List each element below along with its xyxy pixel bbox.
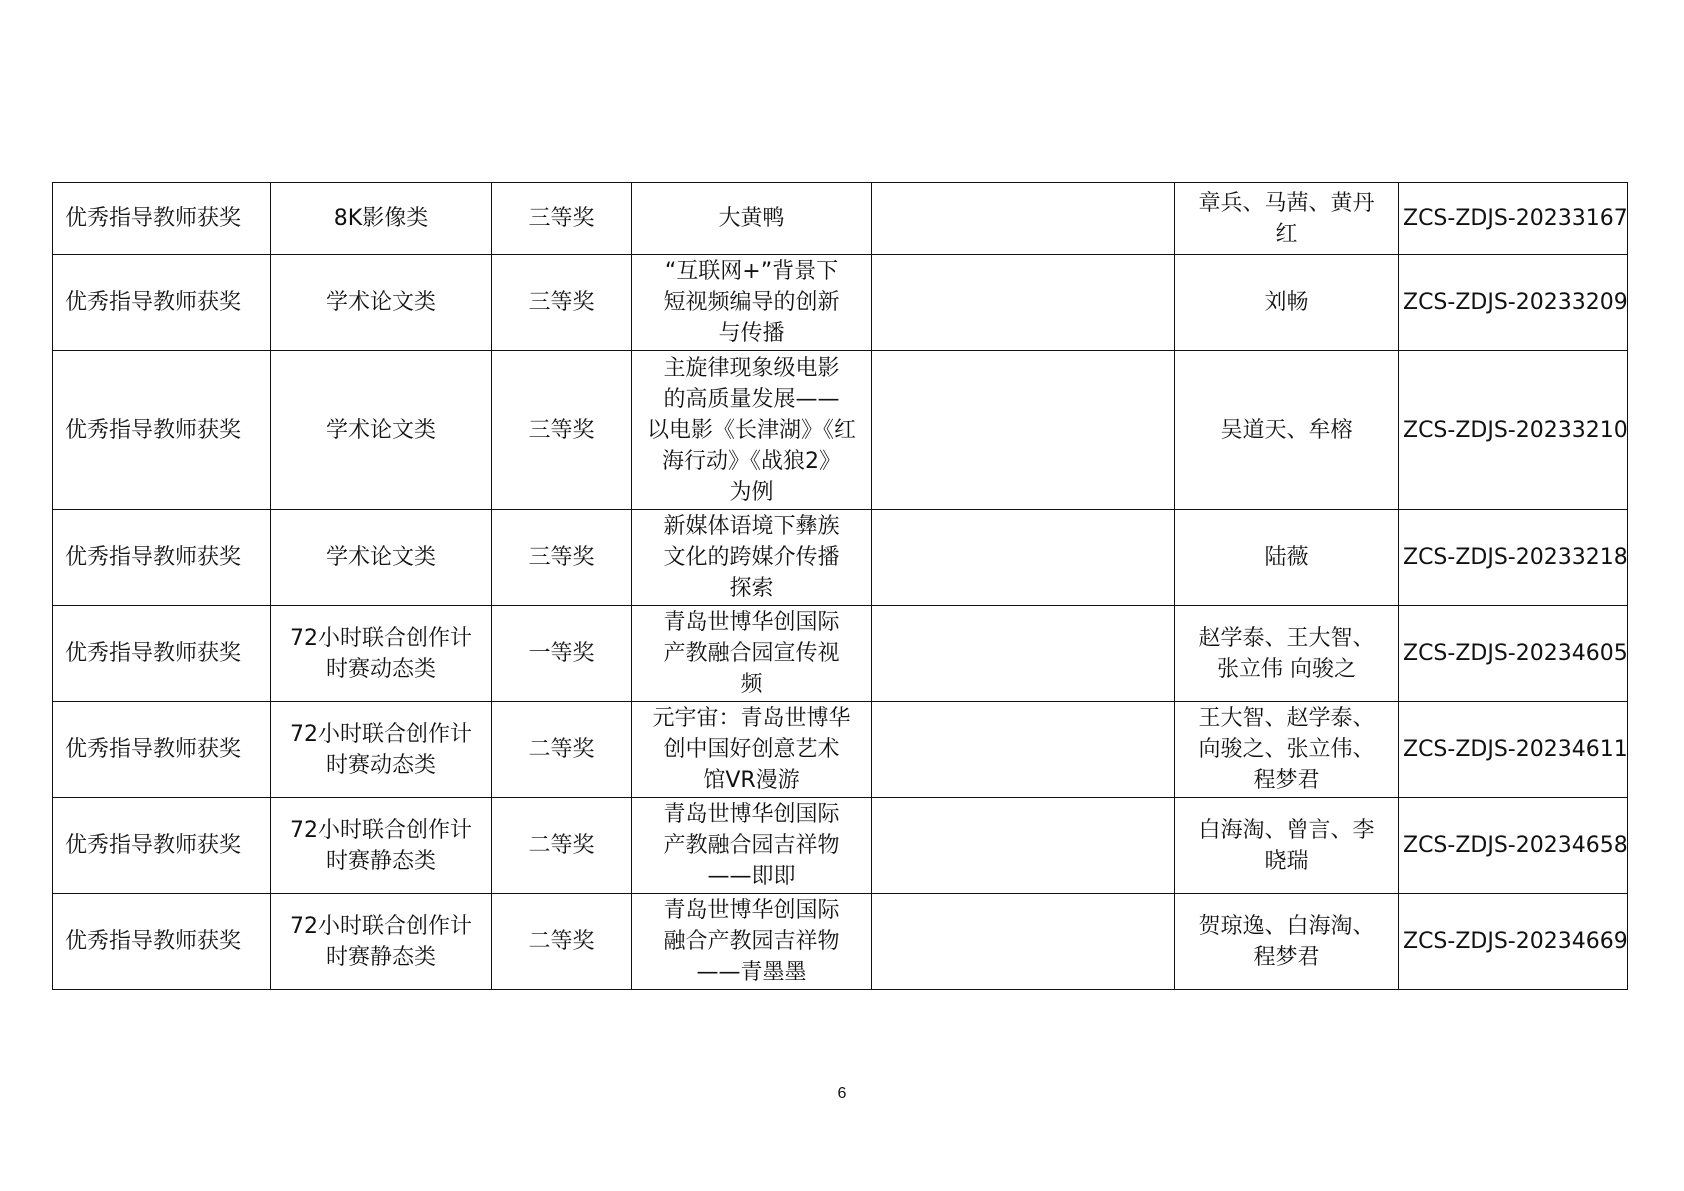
type-cell: 72小时联合创作计 时赛静态类 [271,894,492,990]
teachers-cell: 章兵、马茜、黄丹 红 [1175,183,1399,255]
work-cell: 青岛世博华创国际 融合产教园吉祥物 ——青墨墨 [632,894,872,990]
blank-cell [872,606,1175,702]
code-cell: ZCS-ZDJS-20233218 [1399,510,1628,606]
work-cell: 主旋律现象级电影 的高质量发展—— 以电影《长津湖》《红 海行动》《战狼2》 为例 [632,351,872,510]
category-cell: 优秀指导教师获奖 [53,255,271,351]
work-cell: 大黄鸭 [632,183,872,255]
teachers-cell: 赵学泰、王大智、 张立伟 向骏之 [1175,606,1399,702]
awards-table-body [53,183,1628,990]
table-row [53,798,1628,894]
code-cell: ZCS-ZDJS-20233167 [1399,183,1628,255]
code-cell: ZCS-ZDJS-20233209 [1399,255,1628,351]
blank-cell [872,183,1175,255]
table-row [53,183,1628,255]
table-row [53,510,1628,606]
blank-cell [872,351,1175,510]
type-cell: 72小时联合创作计 时赛动态类 [271,702,492,798]
code-cell: ZCS-ZDJS-20233210 [1399,351,1628,510]
blank-cell [872,702,1175,798]
award-cell: 二等奖 [492,798,632,894]
table-row [53,702,1628,798]
category-cell: 优秀指导教师获奖 [53,894,271,990]
work-cell: “互联网+”背景下 短视频编导的创新 与传播 [632,255,872,351]
code-cell: ZCS-ZDJS-20234605 [1399,606,1628,702]
award-cell: 三等奖 [492,351,632,510]
type-cell: 学术论文类 [271,255,492,351]
teachers-cell: 吴道天、牟榕 [1175,351,1399,510]
category-cell: 优秀指导教师获奖 [53,510,271,606]
teachers-cell: 刘畅 [1175,255,1399,351]
teachers-cell: 王大智、赵学泰、 向骏之、张立伟、 程梦君 [1175,702,1399,798]
work-cell: 青岛世博华创国际 产教融合园宣传视 频 [632,606,872,702]
work-cell: 青岛世博华创国际 产教融合园吉祥物 ——即即 [632,798,872,894]
page-number: 6 [837,1085,847,1102]
blank-cell [872,510,1175,606]
type-cell: 学术论文类 [271,510,492,606]
award-cell: 三等奖 [492,510,632,606]
award-cell: 二等奖 [492,702,632,798]
category-cell: 优秀指导教师获奖 [53,702,271,798]
type-cell: 8K影像类 [271,183,492,255]
code-cell: ZCS-ZDJS-20234669 [1399,894,1628,990]
award-cell: 一等奖 [492,606,632,702]
award-cell: 三等奖 [492,255,632,351]
work-cell: 新媒体语境下彝族 文化的跨媒介传播 探索 [632,510,872,606]
type-cell: 学术论文类 [271,351,492,510]
table-row [53,606,1628,702]
table-row [53,351,1628,510]
blank-cell [872,894,1175,990]
award-cell: 二等奖 [492,894,632,990]
table-row [53,255,1628,351]
type-cell: 72小时联合创作计 时赛动态类 [271,606,492,702]
category-cell: 优秀指导教师获奖 [53,183,271,255]
category-cell: 优秀指导教师获奖 [53,606,271,702]
type-cell: 72小时联合创作计 时赛静态类 [271,798,492,894]
awards-table [52,182,1628,990]
teachers-cell: 白海淘、曾言、李 晓瑞 [1175,798,1399,894]
category-cell: 优秀指导教师获奖 [53,798,271,894]
work-cell: 元宇宙：青岛世博华 创中国好创意艺术 馆VR漫游 [632,702,872,798]
award-cell: 三等奖 [492,183,632,255]
blank-cell [872,255,1175,351]
category-cell: 优秀指导教师获奖 [53,351,271,510]
code-cell: ZCS-ZDJS-20234611 [1399,702,1628,798]
code-cell: ZCS-ZDJS-20234658 [1399,798,1628,894]
teachers-cell: 陆薇 [1175,510,1399,606]
teachers-cell: 贺琼逸、白海淘、 程梦君 [1175,894,1399,990]
blank-cell [872,798,1175,894]
table-row [53,894,1628,990]
